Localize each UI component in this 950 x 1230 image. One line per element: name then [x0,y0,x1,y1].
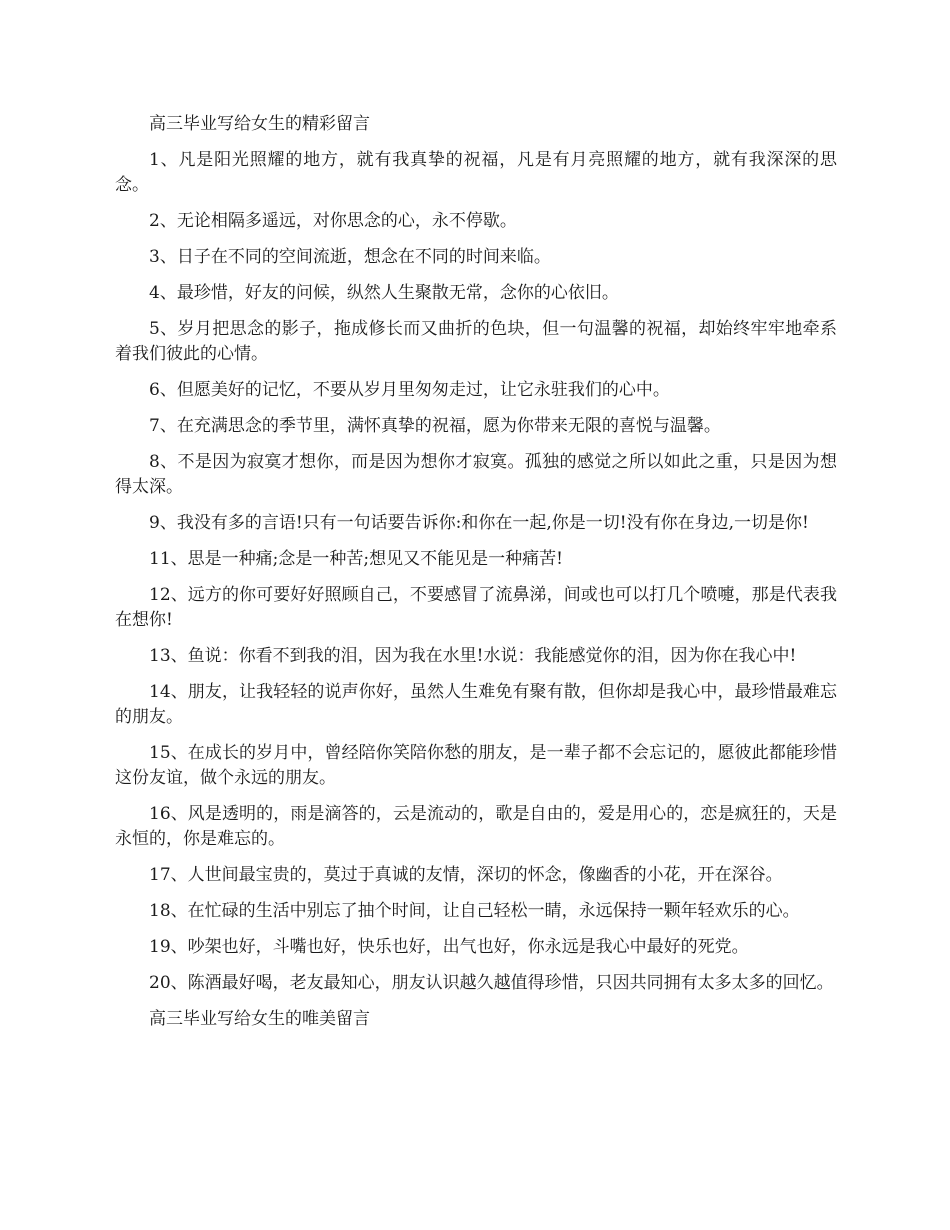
message-item-8: 8、不是因为寂寞才想你，而是因为想你才寂寞。孤独的感觉之所以如此之重，只是因为想得太深。 [115,452,837,497]
message-item-13: 13、鱼说：你看不到我的泪，因为我在水里!水说：我能感觉你的泪，因为你在我心中! [149,646,797,666]
section-heading-2: 高三毕业写给女生的唯美留言 [149,1009,370,1029]
message-item-18: 18、在忙碌的生活中别忘了抽个时间，让自己轻松一睛，永远保持一颗年轻欢乐的心。 [149,901,800,921]
message-item-1: 1、凡是阳光照耀的地方，就有我真挚的祝福，凡是有月亮照耀的地方，就有我深深的思念。 [115,150,837,195]
message-item-11: 11、思是一种痛;念是一种苦;想见又不能见是一种痛苦! [149,549,563,569]
message-item-9: 9、我没有多的言语!只有一句话要告诉你:和你在一起,你是一切!没有你在身边,一切是你! [149,513,809,533]
message-item-6: 6、但愿美好的记忆，不要从岁月里匆匆走过，让它永驻我们的心中。 [149,380,670,400]
message-item-4: 4、最珍惜，好友的问候，纵然人生聚散无常，念你的心依旧。 [149,283,619,303]
message-item-7: 7、在充满思念的季节里，满怀真挚的祝福，愿为你带来无限的喜悦与温馨。 [149,416,721,436]
message-item-5: 5、岁月把思念的影子，拖成修长而又曲折的色块，但一句温馨的祝福，却始终牢牢地牵系着我们彼此的心情。 [115,319,837,364]
message-item-15: 15、在成长的岁月中，曾经陪你笑陪你愁的朋友，是一辈子都不会忘记的，愿彼此都能珍惜这份友谊，做个永远的朋友。 [115,743,837,788]
message-item-19: 19、吵架也好，斗嘴也好，快乐也好，出气也好，你永远是我心中最好的死党。 [149,937,749,957]
message-item-3: 3、日子在不同的空间流逝，想念在不同的时间来临。 [149,247,551,267]
message-item-2: 2、无论相隔多遥远，对你思念的心，永不停歇。 [149,211,517,231]
message-item-17: 17、人世间最宝贵的，莫过于真诚的友情，深切的怀念，像幽香的小花，开在深谷。 [149,865,783,885]
section-heading-1: 高三毕业写给女生的精彩留言 [149,114,370,134]
document-body [115,112,837,1043]
message-item-16: 16、风是透明的，雨是滴答的，云是流动的，歌是自由的，爱是用心的，恋是疯狂的，天是永恒的，你是难忘的。 [115,804,837,849]
message-item-20: 20、陈酒最好喝，老友最知心，朋友认识越久越值得珍惜，只因共同拥有太多太多的回忆。 [149,973,834,993]
message-item-12: 12、远方的你可要好好照顾自己，不要感冒了流鼻涕，间或也可以打几个喷嚏，那是代表我在想你! [115,585,837,630]
message-item-14: 14、朋友，让我轻轻的说声你好，虽然人生难免有聚有散，但你却是我心中，最珍惜最难忘的朋友。 [115,682,837,727]
